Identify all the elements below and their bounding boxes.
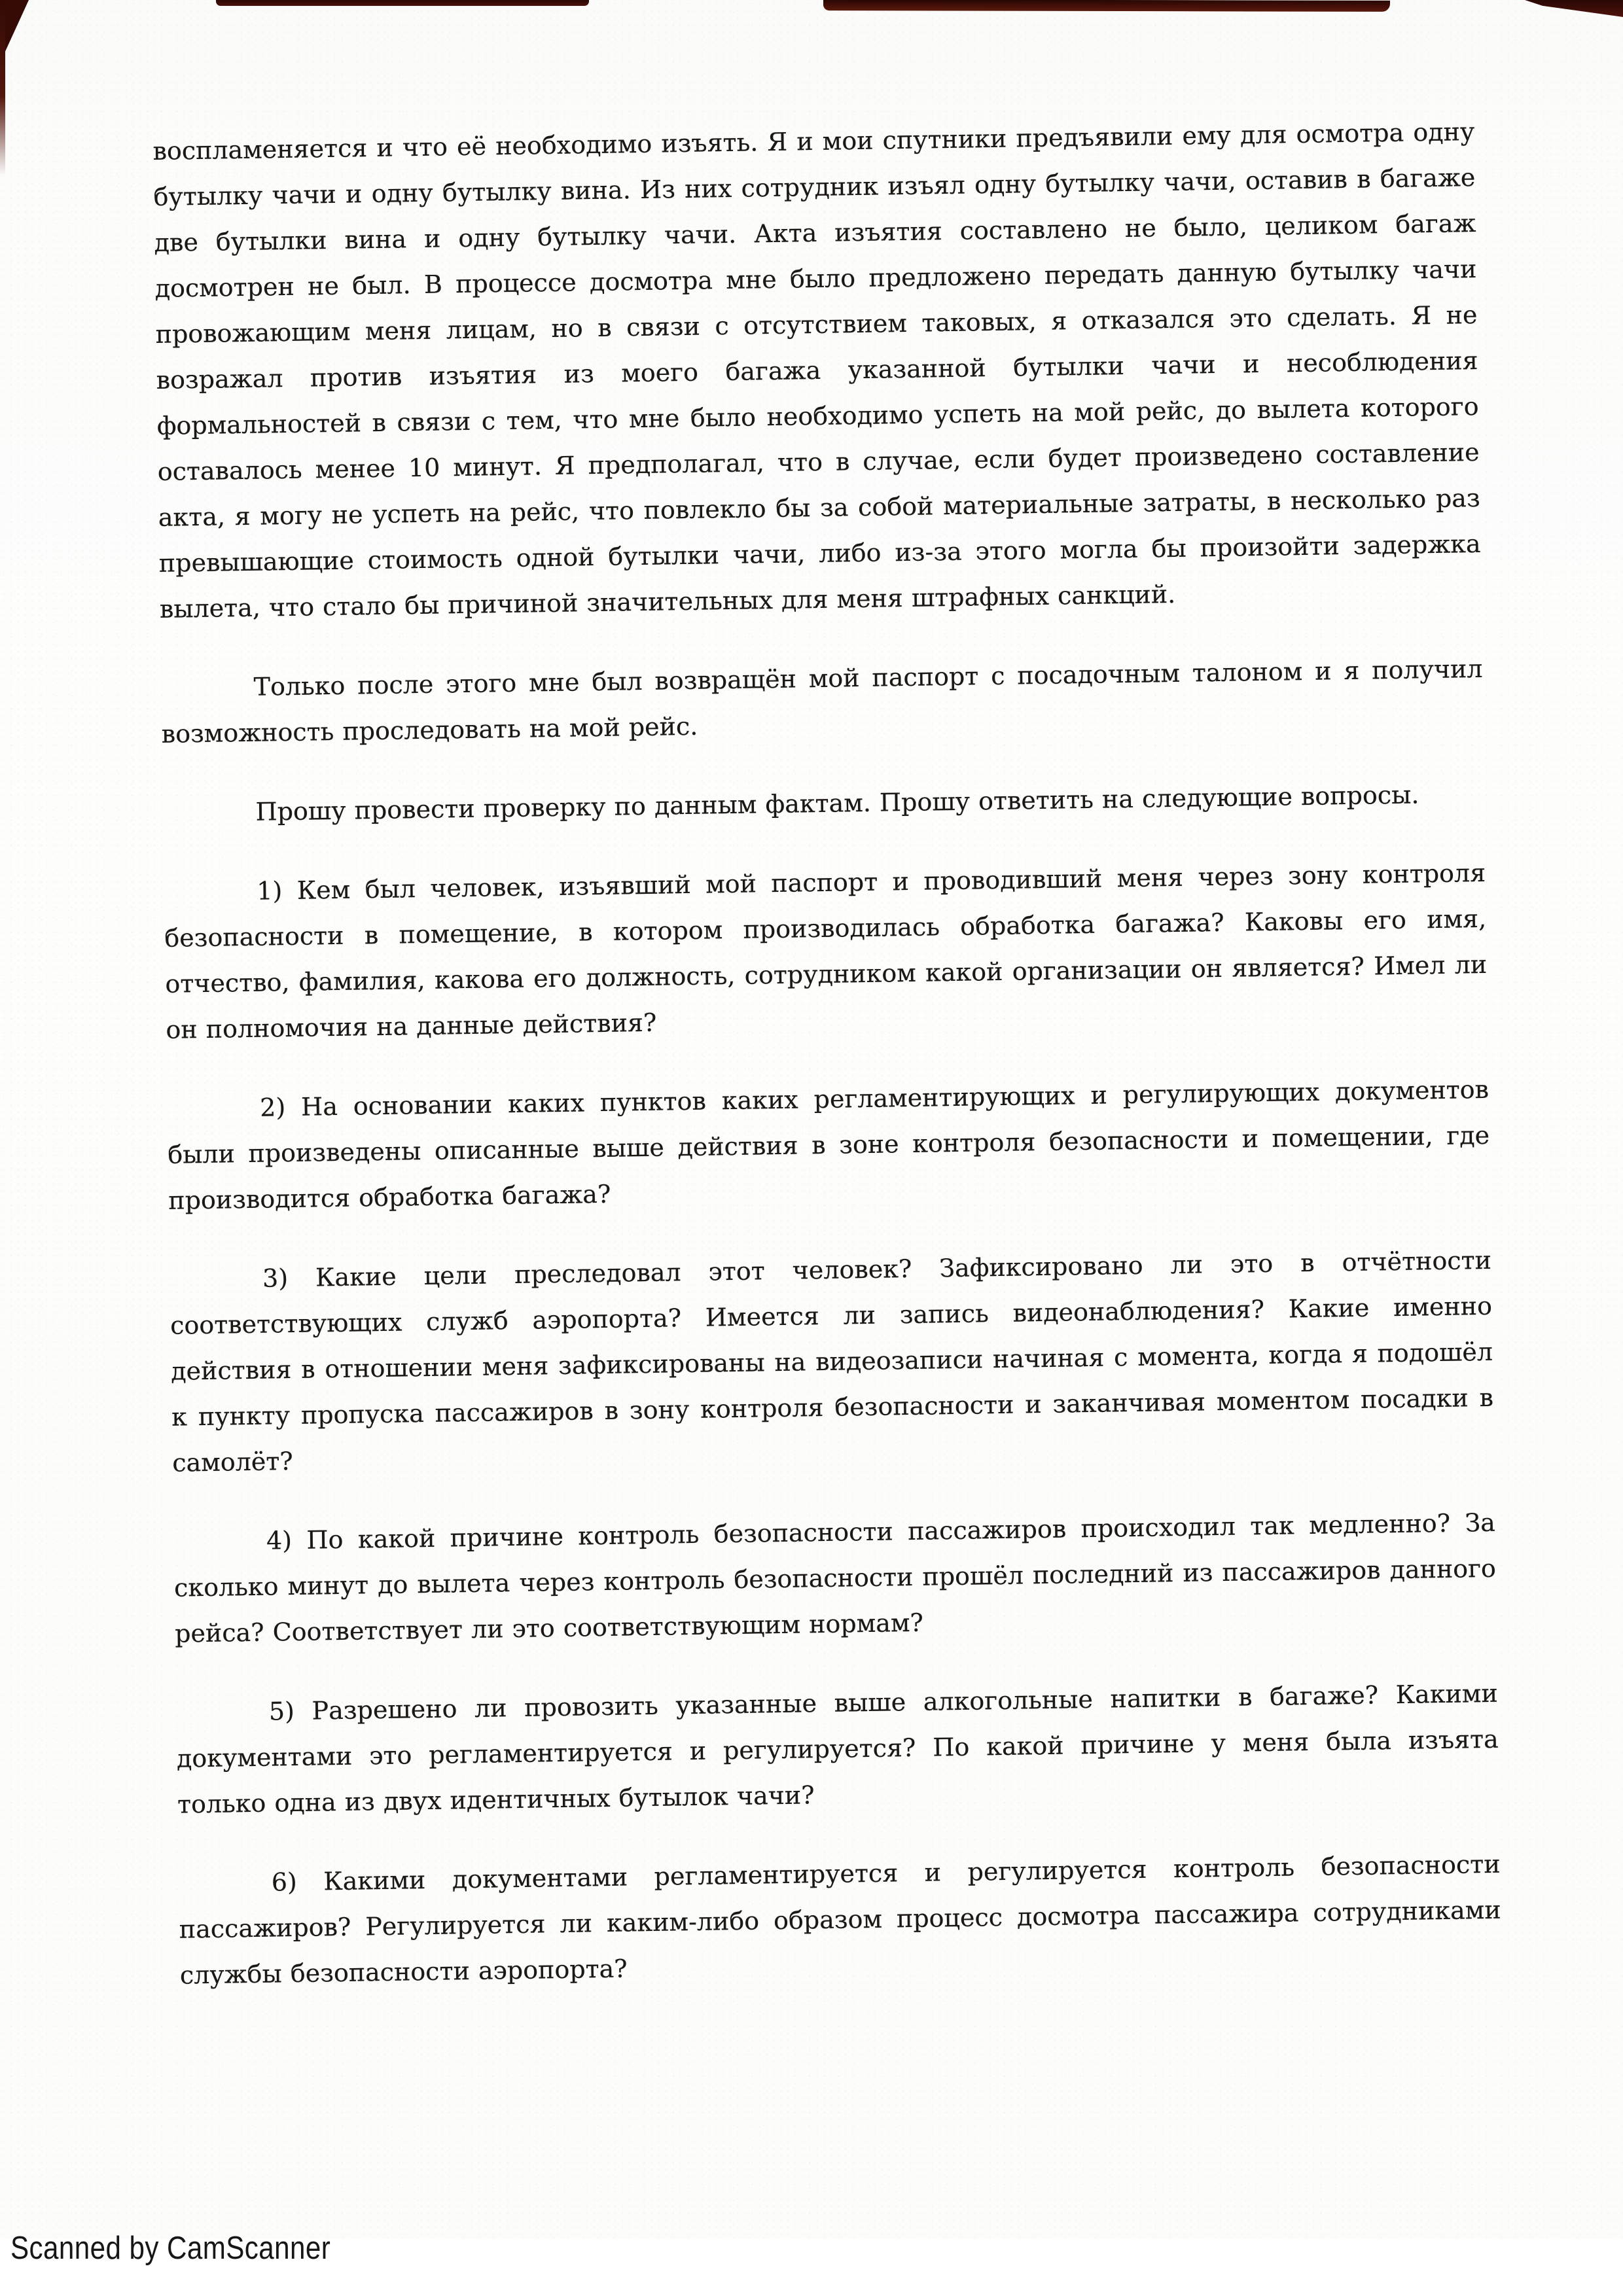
camscanner-watermark: Scanned by CamScanner (10, 2231, 331, 2266)
question-5: 5) Разрешено ли провозить указанные выше алкогольные напитки в багаже? Какими документами это регламентируется и регулируется? По какой причине у меня была изъята только одна из двух идентичных бутылок чачи? (176, 1678, 1499, 1819)
paragraph-request-check: Прошу провести проверку по данным фактам. Прошу ответить на следующие вопросы. (255, 780, 1419, 826)
photo-background-edge-top-left-patch (216, 0, 589, 6)
question-2: 2) На основании каких пунктов каких регламентирующих и регулирующих документов были произведены описанные выше действия в зоне контроля безопасности и помещении, где производится обработка багажа? (167, 1074, 1490, 1215)
paragraph-passport-returned: Только после этого мне был возвращён мой паспорт с посадочным талоном и я получил возможность проследовать на мой рейс. (161, 654, 1483, 749)
question-1: 1) Кем был человек, изъявший мой паспорт и проводивший меня через зону контроля безопасности в помещение, в котором производилась обработка багажа? Каковы его имя, отчество, фамилия, какова его должность, сотрудником какой организации он является? Имел ли он полномочия на данные действия? (164, 858, 1488, 1044)
photo-background-edge-top-middle-patch (823, 0, 1390, 12)
letter-text-block (152, 109, 1502, 1998)
question-3: 3) Какие цели преследовал этот человек? Зафиксировано ли это в отчётности соответствующих служб аэропорта? Имеется ли запись видеонаблюдения? Какие именно действия в отношении меня зафиксированы на видеозаписи начиная с момента, когда я подошёл к пункту пропуска пассажиров в зону контроля безопасности и заканчивая моментом посадки в самолёт? (169, 1245, 1494, 1477)
photo-background-edge-top-right-corner (1525, 0, 1623, 17)
photo-background-edge-left (0, 0, 5, 175)
photo-background-corner-top-left (0, 0, 29, 63)
paragraph-baggage-inspection: воспламеняется и что её необходимо изъять. Я и мои спутники предъявили ему для осмотра одну бутылку чачи и одну бутылку вина. Из них сотрудник изъял одну бутылку чачи, оставив в багаже две бутылки вина и одну бутылку чачи. Акта изъятия составлено не было, целиком багаж досмотрен не был. В процессе досмотра мне было предложено передать данную бутылку чачи провожающим меня лицам, но в связи с отсутствием таковых, я отказался это сделать. Я не возражал против изъятия из моего багажа указанной бутылки чачи и несоблюдения формальностей в связи с тем, что мне было необходимо успеть на мой рейс, до вылета которого оставалось менее 10 минут. Я предполагал, что в случае, если будет произведено составление акта, я могу не успеть на рейс, что повлекло бы за собой материальные затраты, в несколько раз превышающие стоимость одной бутылки чачи, либо из-за этого могла бы произойти задержка вылета, что стало бы причиной значительных для меня штрафных санкций. (152, 117, 1481, 624)
question-4: 4) По какой причине контроль безопасности пассажиров происходил так медленно? За сколько минут до вылета через контроль безопасности прошёл последний из пассажиров данного рейса? Соответствует ли это соответствующим нормам? (173, 1508, 1497, 1648)
question-6: 6) Какими документами регламентируется и регулируется контроль безопасности пассажиров? Регулируется ли каким-либо образом процесс досмотра пассажира сотрудниками службы безопасности аэропорта? (179, 1849, 1501, 1990)
